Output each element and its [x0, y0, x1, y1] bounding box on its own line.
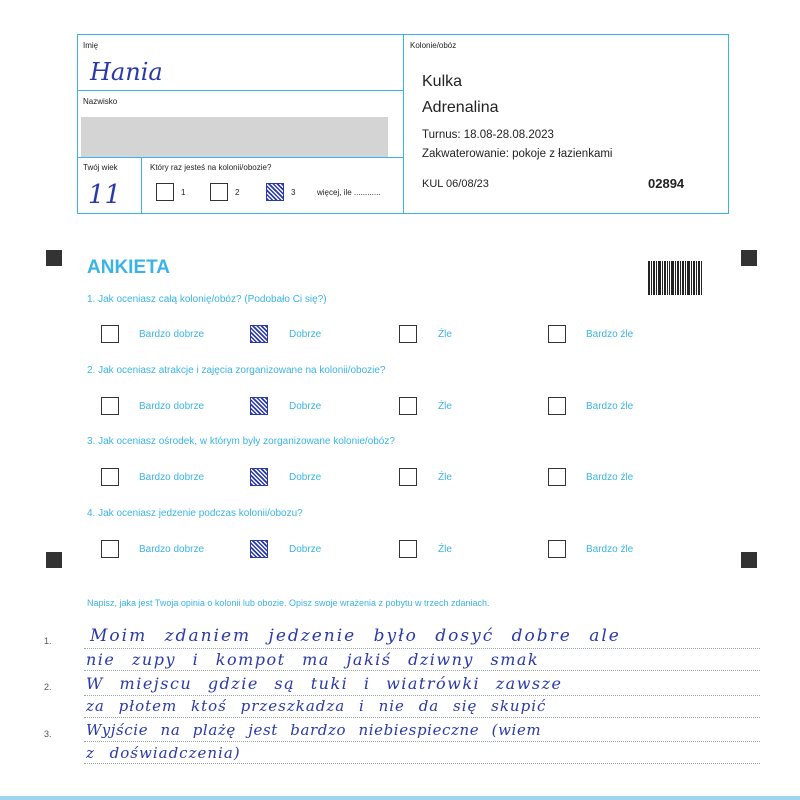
writing-line-1 — [84, 648, 760, 649]
q1-label-bad: Źle — [438, 329, 452, 340]
handwritten-line-6: z doświadczenia) — [86, 744, 241, 762]
q3-option-bad[interactable] — [399, 468, 417, 486]
q3-label-very-bad: Bardzo źle — [586, 472, 634, 483]
name-value: Hania — [90, 58, 163, 86]
q3-option-very-good[interactable] — [101, 468, 119, 486]
writing-line-5 — [84, 741, 760, 742]
header-divider — [403, 34, 404, 214]
q3-label-good: Dobrze — [289, 472, 322, 483]
times-checkbox-3[interactable] — [266, 183, 284, 201]
handwritten-line-1: Moim zdaniem jedzenie było dosyć dobre ale — [90, 626, 621, 646]
registration-marker-bottom-left — [46, 552, 62, 568]
camp-name-line2: Adrenalina — [422, 99, 499, 116]
q3-option-good[interactable] — [250, 468, 268, 486]
q4-option-very-good[interactable] — [101, 540, 119, 558]
q3-label-bad: Źle — [438, 472, 452, 483]
line-number-1: 1. — [44, 636, 52, 646]
form-number: 02894 — [648, 176, 685, 191]
q2-label-good: Dobrze — [289, 401, 322, 412]
writing-line-2 — [84, 670, 760, 671]
camp-code: KUL 06/08/23 — [422, 178, 489, 190]
handwritten-line-4: za płotem ktoś przeszkadza i nie da się skupić — [86, 697, 547, 715]
q1-label-very-bad: Bardzo źle — [586, 329, 634, 340]
registration-marker-top-left — [46, 250, 62, 266]
writing-line-3 — [84, 695, 760, 696]
q4-label-very-bad: Bardzo źle — [586, 544, 634, 555]
times-checkbox-1[interactable] — [156, 183, 174, 201]
barcode — [648, 261, 702, 295]
q3-option-very-bad[interactable] — [548, 468, 566, 486]
q2-label-very-bad: Bardzo źle — [586, 401, 634, 412]
times-label: Który raz jesteś na kolonii/obozie? — [150, 163, 272, 172]
times-option-3: 3 — [291, 188, 296, 197]
camp-name-line1: Kulka — [422, 73, 463, 90]
question-1: 1. Jak oceniasz całą kolonię/obóz? (Podobało Ci się?) — [87, 294, 327, 305]
times-option-1: 1 — [181, 188, 186, 197]
handwritten-line-2: nie zupy i kompot ma jakiś dziwny smak — [86, 650, 540, 669]
registration-marker-top-right — [741, 250, 757, 266]
question-2: 2. Jak oceniasz atrakcje i zajęcia zorganizowane na kolonii/obozie? — [87, 365, 386, 376]
survey-title: ANKIETA — [87, 257, 171, 278]
q1-option-very-good[interactable] — [101, 325, 119, 343]
surname-row-divider — [77, 157, 404, 158]
q4-option-good[interactable] — [250, 540, 268, 558]
name-label: Imię — [83, 41, 99, 50]
surname-label: Nazwisko — [83, 97, 118, 106]
writing-line-6 — [84, 763, 760, 764]
question-3: 3. Jak oceniasz ośrodek, w którym były zorganizowane kolonie/obóz? — [87, 436, 395, 447]
q3-label-very-good: Bardzo dobrze — [139, 472, 205, 483]
handwritten-line-5: Wyjście na plażę jest bardzo niebiespieczne (wiem — [86, 721, 542, 739]
q4-label-bad: Źle — [438, 544, 452, 555]
q4-option-very-bad[interactable] — [548, 540, 566, 558]
times-option-2: 2 — [235, 188, 240, 197]
q1-option-good[interactable] — [250, 325, 268, 343]
age-value: 11 — [88, 180, 122, 210]
q1-label-very-good: Bardzo dobrze — [139, 329, 205, 340]
turnus-text: Turnus: 18.08-28.08.2023 — [422, 129, 554, 141]
q2-option-very-bad[interactable] — [548, 397, 566, 415]
q2-option-good[interactable] — [250, 397, 268, 415]
writing-line-4 — [84, 717, 760, 718]
q2-label-bad: Źle — [438, 401, 452, 412]
handwritten-line-3: W miejscu gdzie są tuki i wiatrówki zawsze — [86, 674, 563, 693]
line-number-3: 3. — [44, 729, 52, 739]
line-number-2: 2. — [44, 682, 52, 692]
age-label: Twój wiek — [83, 163, 118, 172]
camp-label: Kolonie/obóz — [410, 41, 457, 50]
name-row-divider — [77, 90, 404, 91]
q4-label-good: Dobrze — [289, 544, 322, 555]
surname-redaction — [81, 117, 388, 157]
opinion-prompt: Napisz, jaka jest Twoja opinia o kolonii lub obozie. Opisz swoje wrażenia z pobytu w trzech zdaniach. — [87, 598, 490, 608]
times-checkbox-2[interactable] — [210, 183, 228, 201]
page-bottom-edge — [0, 796, 800, 800]
registration-marker-bottom-right — [741, 552, 757, 568]
accommodation-text: Zakwaterowanie: pokoje z łazienkami — [422, 148, 613, 160]
q4-label-very-good: Bardzo dobrze — [139, 544, 205, 555]
q1-label-good: Dobrze — [289, 329, 322, 340]
q2-label-very-good: Bardzo dobrze — [139, 401, 205, 412]
question-4: 4. Jak oceniasz jedzenie podczas kolonii/obozu? — [87, 508, 303, 519]
age-divider — [141, 157, 142, 214]
q1-option-very-bad[interactable] — [548, 325, 566, 343]
q4-option-bad[interactable] — [399, 540, 417, 558]
q2-option-bad[interactable] — [399, 397, 417, 415]
times-option-more: więcej, ile ............ — [317, 188, 381, 197]
q2-option-very-good[interactable] — [101, 397, 119, 415]
q1-option-bad[interactable] — [399, 325, 417, 343]
